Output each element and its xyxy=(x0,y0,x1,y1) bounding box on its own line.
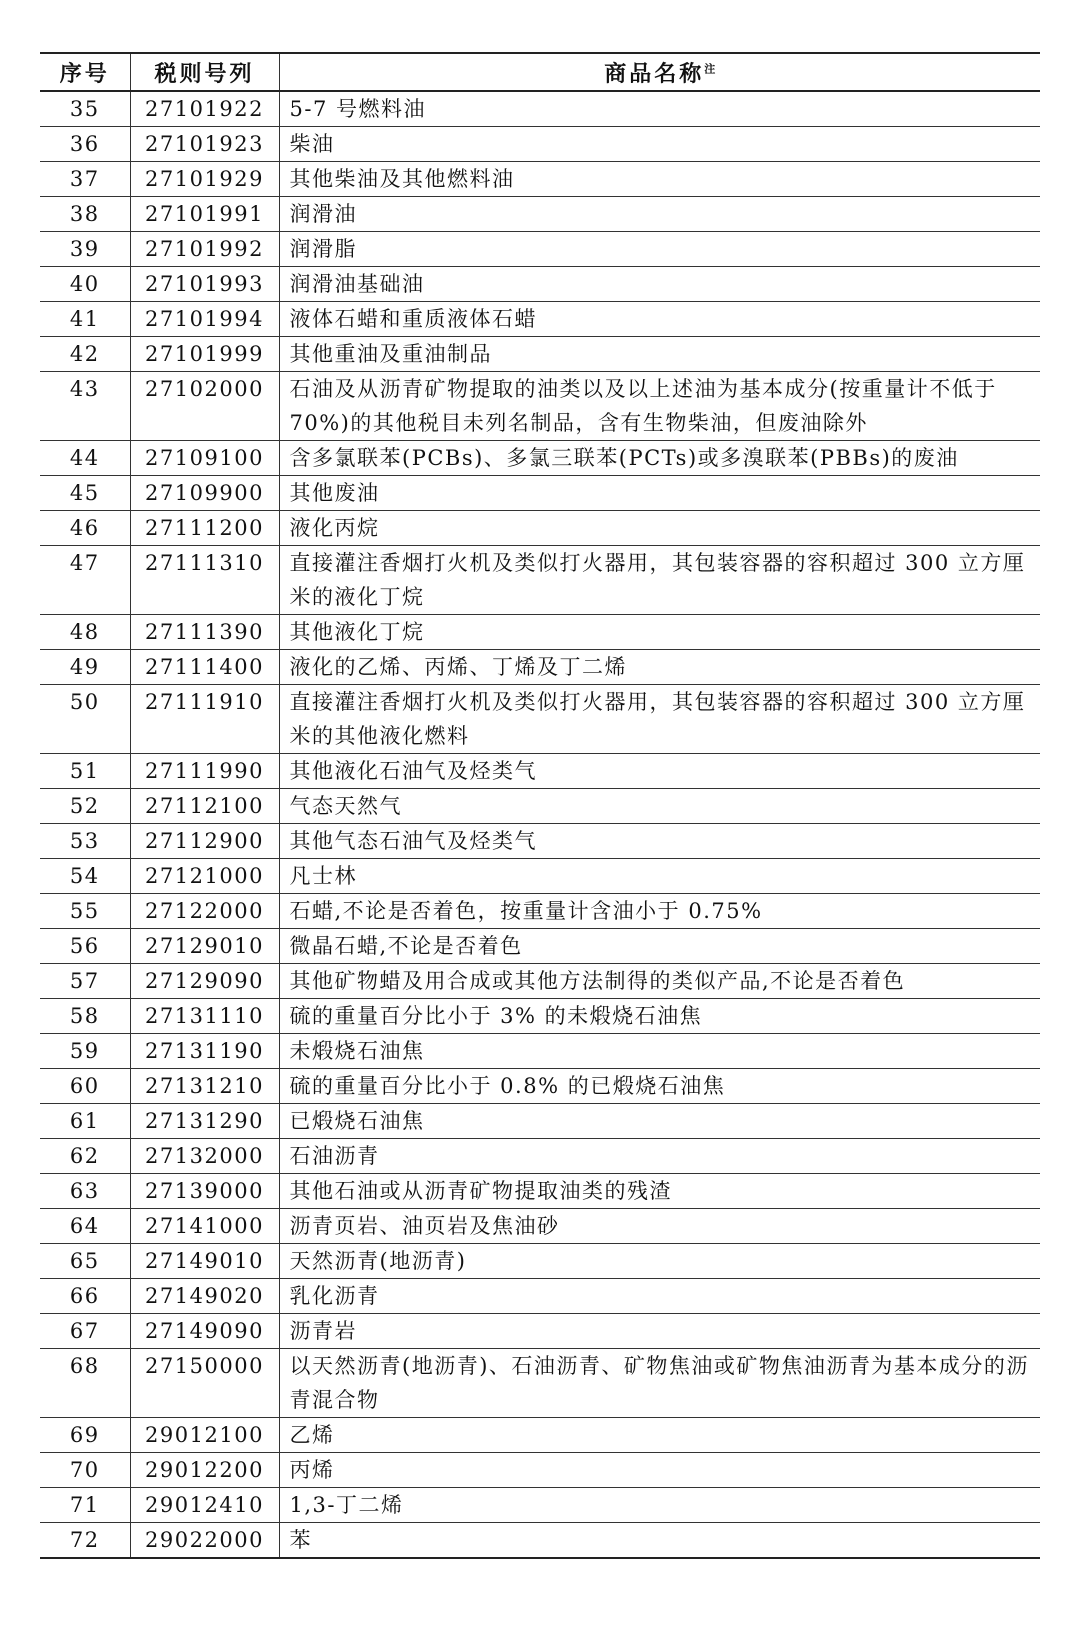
row-seq: 64 xyxy=(40,1209,130,1244)
row-seq: 43 xyxy=(40,372,130,441)
row-seq: 63 xyxy=(40,1174,130,1209)
row-product-name: 乙烯 xyxy=(279,1418,1040,1453)
row-product-name: 石油及从沥青矿物提取的油类以及以上述油为基本成分(按重量计不低于 70%)的其他税目未列名制品，含有生物柴油，但废油除外 xyxy=(279,372,1040,441)
row-seq: 48 xyxy=(40,615,130,650)
table-row xyxy=(40,650,1040,685)
row-product-name: 其他液化丁烷 xyxy=(279,615,1040,650)
row-seq: 67 xyxy=(40,1314,130,1349)
row-product-name: 其他气态石油气及烃类气 xyxy=(279,824,1040,859)
row-seq: 55 xyxy=(40,894,130,929)
tariff-table xyxy=(40,52,1040,1559)
row-product-name: 5-7 号燃料油 xyxy=(279,91,1040,127)
row-product-name: 苯 xyxy=(279,1523,1040,1559)
row-seq: 44 xyxy=(40,441,130,476)
row-seq: 62 xyxy=(40,1139,130,1174)
row-seq: 56 xyxy=(40,929,130,964)
table-row xyxy=(40,1139,1040,1174)
table-row xyxy=(40,91,1040,127)
row-seq: 41 xyxy=(40,302,130,337)
row-tariff-code: 27131110 xyxy=(130,999,279,1034)
row-tariff-code: 27149090 xyxy=(130,1314,279,1349)
row-product-name: 润滑脂 xyxy=(279,232,1040,267)
row-tariff-code: 27139000 xyxy=(130,1174,279,1209)
row-seq: 49 xyxy=(40,650,130,685)
row-tariff-code: 27121000 xyxy=(130,859,279,894)
row-product-name: 其他废油 xyxy=(279,476,1040,511)
row-seq: 46 xyxy=(40,511,130,546)
row-seq: 37 xyxy=(40,162,130,197)
row-product-name: 1,3-丁二烯 xyxy=(279,1488,1040,1523)
row-tariff-code: 27111390 xyxy=(130,615,279,650)
row-product-name: 其他柴油及其他燃料油 xyxy=(279,162,1040,197)
table-row xyxy=(40,337,1040,372)
row-tariff-code: 27101992 xyxy=(130,232,279,267)
row-tariff-code: 27111400 xyxy=(130,650,279,685)
row-tariff-code: 27101991 xyxy=(130,197,279,232)
row-seq: 39 xyxy=(40,232,130,267)
row-product-name: 乳化沥青 xyxy=(279,1279,1040,1314)
row-product-name: 液体石蜡和重质液体石蜡 xyxy=(279,302,1040,337)
table-row xyxy=(40,615,1040,650)
table-row xyxy=(40,1244,1040,1279)
table-body xyxy=(40,91,1040,1558)
row-product-name: 已煅烧石油焦 xyxy=(279,1104,1040,1139)
row-tariff-code: 27101929 xyxy=(130,162,279,197)
row-product-name: 直接灌注香烟打火机及类似打火器用，其包装容器的容积超过 300 立方厘米的其他液化燃料 xyxy=(279,685,1040,754)
row-seq: 51 xyxy=(40,754,130,789)
row-seq: 42 xyxy=(40,337,130,372)
row-product-name: 其他石油或从沥青矿物提取油类的残渣 xyxy=(279,1174,1040,1209)
row-product-name: 液化丙烷 xyxy=(279,511,1040,546)
row-tariff-code: 27141000 xyxy=(130,1209,279,1244)
tariff-table-container xyxy=(40,52,1040,1559)
table-row xyxy=(40,1209,1040,1244)
row-product-name: 凡士林 xyxy=(279,859,1040,894)
table-row xyxy=(40,1314,1040,1349)
row-tariff-code: 27132000 xyxy=(130,1139,279,1174)
row-tariff-code: 27102000 xyxy=(130,372,279,441)
row-seq: 58 xyxy=(40,999,130,1034)
table-row xyxy=(40,1174,1040,1209)
row-tariff-code: 27101923 xyxy=(130,127,279,162)
table-header-row xyxy=(40,53,1040,91)
table-row xyxy=(40,1523,1040,1559)
header-seq: 序号 xyxy=(40,53,130,91)
table-row xyxy=(40,859,1040,894)
row-seq: 50 xyxy=(40,685,130,754)
row-seq: 60 xyxy=(40,1069,130,1104)
table-row xyxy=(40,999,1040,1034)
row-tariff-code: 27101922 xyxy=(130,91,279,127)
row-tariff-code: 27111200 xyxy=(130,511,279,546)
table-row xyxy=(40,754,1040,789)
row-product-name: 天然沥青(地沥青) xyxy=(279,1244,1040,1279)
row-seq: 61 xyxy=(40,1104,130,1139)
row-seq: 35 xyxy=(40,91,130,127)
row-product-name: 含多氯联苯(PCBs)、多氯三联苯(PCTs)或多溴联苯(PBBs)的废油 xyxy=(279,441,1040,476)
row-seq: 71 xyxy=(40,1488,130,1523)
table-row xyxy=(40,232,1040,267)
table-row xyxy=(40,267,1040,302)
table-row xyxy=(40,1069,1040,1104)
row-tariff-code: 29012100 xyxy=(130,1418,279,1453)
row-tariff-code: 29012410 xyxy=(130,1488,279,1523)
table-row xyxy=(40,894,1040,929)
row-product-name: 直接灌注香烟打火机及类似打火器用，其包装容器的容积超过 300 立方厘米的液化丁烷 xyxy=(279,546,1040,615)
row-tariff-code: 27149020 xyxy=(130,1279,279,1314)
table-row xyxy=(40,127,1040,162)
table-row xyxy=(40,476,1040,511)
table-row xyxy=(40,1349,1040,1418)
row-tariff-code: 27112900 xyxy=(130,824,279,859)
row-tariff-code: 29012200 xyxy=(130,1453,279,1488)
row-product-name: 以天然沥青(地沥青)、石油沥青、矿物焦油或矿物焦油沥青为基本成分的沥青混合物 xyxy=(279,1349,1040,1418)
row-seq: 68 xyxy=(40,1349,130,1418)
table-row xyxy=(40,824,1040,859)
row-tariff-code: 27150000 xyxy=(130,1349,279,1418)
row-tariff-code: 27129010 xyxy=(130,929,279,964)
row-seq: 52 xyxy=(40,789,130,824)
row-tariff-code: 27131290 xyxy=(130,1104,279,1139)
table-row xyxy=(40,1034,1040,1069)
row-product-name: 石蜡,不论是否着色，按重量计含油小于 0.75% xyxy=(279,894,1040,929)
row-tariff-code: 27101993 xyxy=(130,267,279,302)
row-tariff-code: 27149010 xyxy=(130,1244,279,1279)
row-tariff-code: 27122000 xyxy=(130,894,279,929)
row-product-name: 其他液化石油气及烃类气 xyxy=(279,754,1040,789)
row-seq: 54 xyxy=(40,859,130,894)
row-tariff-code: 27131210 xyxy=(130,1069,279,1104)
row-tariff-code: 27129090 xyxy=(130,964,279,999)
table-row xyxy=(40,789,1040,824)
row-seq: 36 xyxy=(40,127,130,162)
row-product-name: 润滑油基础油 xyxy=(279,267,1040,302)
table-row xyxy=(40,302,1040,337)
row-product-name: 硫的重量百分比小于 3% 的未煅烧石油焦 xyxy=(279,999,1040,1034)
row-product-name: 柴油 xyxy=(279,127,1040,162)
table-row xyxy=(40,162,1040,197)
row-product-name: 沥青岩 xyxy=(279,1314,1040,1349)
row-tariff-code: 27111910 xyxy=(130,685,279,754)
row-tariff-code: 29022000 xyxy=(130,1523,279,1559)
row-seq: 47 xyxy=(40,546,130,615)
row-product-name: 液化的乙烯、丙烯、丁烯及丁二烯 xyxy=(279,650,1040,685)
row-product-name: 硫的重量百分比小于 0.8% 的已煅烧石油焦 xyxy=(279,1069,1040,1104)
row-tariff-code: 27101994 xyxy=(130,302,279,337)
row-seq: 45 xyxy=(40,476,130,511)
row-seq: 66 xyxy=(40,1279,130,1314)
table-row xyxy=(40,929,1040,964)
row-seq: 72 xyxy=(40,1523,130,1559)
header-code: 税则号列 xyxy=(130,53,279,91)
table-row xyxy=(40,1488,1040,1523)
table-row xyxy=(40,511,1040,546)
row-product-name: 气态天然气 xyxy=(279,789,1040,824)
row-tariff-code: 27109900 xyxy=(130,476,279,511)
row-product-name: 丙烯 xyxy=(279,1453,1040,1488)
row-tariff-code: 27111990 xyxy=(130,754,279,789)
table-row xyxy=(40,546,1040,615)
row-product-name: 石油沥青 xyxy=(279,1139,1040,1174)
row-seq: 57 xyxy=(40,964,130,999)
table-row xyxy=(40,372,1040,441)
row-seq: 38 xyxy=(40,197,130,232)
table-row xyxy=(40,964,1040,999)
row-seq: 65 xyxy=(40,1244,130,1279)
row-tariff-code: 27101999 xyxy=(130,337,279,372)
row-tariff-code: 27111310 xyxy=(130,546,279,615)
row-product-name: 其他重油及重油制品 xyxy=(279,337,1040,372)
row-seq: 40 xyxy=(40,267,130,302)
header-name: 商品名称$^注$ xyxy=(279,53,1040,91)
row-product-name: 未煅烧石油焦 xyxy=(279,1034,1040,1069)
table-row xyxy=(40,1453,1040,1488)
table-row xyxy=(40,1279,1040,1314)
table-row xyxy=(40,197,1040,232)
table-row xyxy=(40,1418,1040,1453)
table-row xyxy=(40,1104,1040,1139)
row-tariff-code: 27109100 xyxy=(130,441,279,476)
row-seq: 70 xyxy=(40,1453,130,1488)
row-tariff-code: 27131190 xyxy=(130,1034,279,1069)
row-product-name: 微晶石蜡,不论是否着色 xyxy=(279,929,1040,964)
row-seq: 69 xyxy=(40,1418,130,1453)
header-name-note: 注 xyxy=(704,62,716,76)
row-tariff-code: 27112100 xyxy=(130,789,279,824)
row-seq: 53 xyxy=(40,824,130,859)
table-row xyxy=(40,441,1040,476)
row-product-name: 沥青页岩、油页岩及焦油砂 xyxy=(279,1209,1040,1244)
row-product-name: 润滑油 xyxy=(279,197,1040,232)
table-row xyxy=(40,685,1040,754)
row-seq: 59 xyxy=(40,1034,130,1069)
row-product-name: 其他矿物蜡及用合成或其他方法制得的类似产品,不论是否着色 xyxy=(279,964,1040,999)
